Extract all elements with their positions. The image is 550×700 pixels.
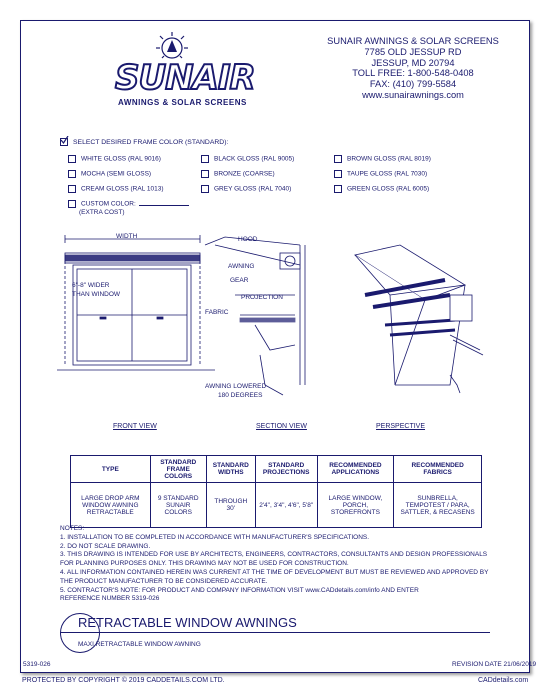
lowered-label: AWNING LOWERED — [205, 383, 267, 390]
color-option[interactable] — [68, 185, 163, 193]
checkbox[interactable] — [68, 155, 76, 163]
color-option-label: GREEN GLOSS (RAL 6005) — [347, 185, 430, 193]
table-cell: 9 STANDARD SUNAIR COLORS — [150, 483, 206, 528]
color-option[interactable] — [334, 155, 431, 163]
table-header: STANDARD WIDTHS — [206, 456, 255, 483]
wider-label: 6"-8" WIDER — [72, 282, 110, 289]
color-select-label: SELECT DESIRED FRAME COLOR (STANDARD): — [73, 138, 229, 146]
checkbox[interactable] — [201, 155, 209, 163]
company-name: SUNAIR AWNINGS & SOLAR SCREENS — [327, 36, 499, 46]
note-line: 1. INSTALLATION TO BE COMPLETED IN ACCORDANCE WITH MANUFACTURER'S SPECIFICATIONS. — [60, 533, 370, 541]
hood-label: HOOD — [238, 236, 258, 243]
table-header: TYPE — [71, 456, 151, 483]
color-option-label: BROWN GLOSS (RAL 8019) — [347, 155, 431, 163]
table-header: RECOMMENDED APPLICATIONS — [317, 456, 394, 483]
note-line: 4. ALL INFORMATION CONTAINED HEREIN WAS CURRENT AT THE TIME OF DEVELOPMENT BUT MUST BE REVIEWED AND APPROVED BY — [60, 568, 489, 576]
logo-wordmark: SUNAIR — [115, 58, 255, 98]
checked-checkbox-icon[interactable] — [60, 138, 68, 146]
width-label: WIDTH — [116, 233, 138, 240]
reference-number: 5319-026 — [23, 661, 51, 668]
perspective-label: PERSPECTIVE — [376, 423, 426, 430]
table-header: RECOMMENDED FABRICS — [394, 456, 482, 483]
degrees-label: 180 DEGREES — [218, 392, 263, 399]
revision-date: REVISION DATE 21/06/2019 — [452, 661, 537, 668]
color-option-label: WHITE GLOSS (RAL 9016) — [81, 155, 161, 163]
note-line: 5. CONTRACTOR'S NOTE: FOR PRODUCT AND COMPANY INFORMATION VISIT www.CADdetails.com/info AND ENTER — [60, 586, 419, 594]
checkbox[interactable] — [201, 185, 209, 193]
table-header-row — [71, 456, 482, 483]
checkbox[interactable] — [334, 155, 342, 163]
color-option[interactable] — [201, 170, 275, 178]
checkbox[interactable] — [334, 170, 342, 178]
drawing-title: RETRACTABLE WINDOW AWNINGS — [78, 615, 297, 630]
gear-label: GEAR — [230, 277, 249, 284]
table-cell: 2'4", 3'4", 4'6", 5'8" — [255, 483, 317, 528]
color-option-label: TAUPE GLOSS (RAL 7030) — [347, 170, 428, 178]
logo-tagline: AWNINGS & SOLAR SCREENS — [118, 98, 247, 107]
fabric-label: FABRIC — [205, 309, 229, 316]
company-city: JESSUP, MD 20794 — [371, 57, 455, 68]
checkbox[interactable] — [68, 185, 76, 193]
color-option[interactable] — [201, 185, 291, 193]
color-option[interactable] — [201, 155, 294, 163]
than-window-label: THAN WINDOW — [72, 291, 121, 298]
color-option[interactable] — [68, 170, 151, 178]
color-option-label: BLACK GLOSS (RAL 9005) — [214, 155, 295, 163]
awning-label: AWNING — [228, 263, 255, 270]
title-rule — [60, 632, 490, 633]
table-header: STANDARD PROJECTIONS — [255, 456, 317, 483]
color-option[interactable] — [68, 155, 161, 163]
table-cell: THROUGH 30' — [206, 483, 255, 528]
note-line: THE PRODUCT MANUFACTURER TO BE CONSIDERED ACCURATE. — [60, 577, 268, 585]
table-cell: LARGE DROP ARM WINDOW AWNING RETRACTABLE — [71, 483, 151, 528]
table-cell: LARGE WINDOW, PORCH, STOREFRONTS — [317, 483, 394, 528]
checkbox[interactable] — [334, 185, 342, 193]
checkbox[interactable] — [68, 170, 76, 178]
awning-drawings — [55, 225, 515, 425]
custom-color-label: CUSTOM COLOR: — [81, 200, 136, 208]
front-view-label: FRONT VIEW — [113, 423, 157, 430]
table-cell: SUNBRELLA, TEMPOTEST / PARA, SATTLER, & RECASENS — [394, 483, 482, 528]
company-tollfree: TOLL FREE: 1-800-548-0408 — [352, 68, 474, 79]
checkbox[interactable] — [68, 200, 76, 208]
extra-cost-label: (EXTRA COST) — [79, 209, 125, 216]
company-website[interactable]: www.sunairawnings.com — [362, 89, 464, 100]
company-street: 7785 OLD JESSUP RD — [364, 46, 462, 57]
company-fax: FAX: (410) 799-5584 — [369, 79, 457, 90]
color-option[interactable] — [334, 170, 427, 178]
color-select-title — [60, 138, 228, 146]
color-option-label: GREY GLOSS (RAL 7040) — [214, 185, 292, 193]
note-line: 2. DO NOT SCALE DRAWING. — [60, 542, 151, 550]
section-view-label: SECTION VIEW — [256, 423, 307, 430]
table-row — [71, 483, 482, 528]
color-option[interactable] — [334, 185, 429, 193]
spec-table — [70, 455, 482, 528]
custom-color-option[interactable] — [68, 200, 189, 208]
sunair-logo — [100, 30, 280, 110]
custom-color-field[interactable] — [139, 205, 189, 206]
note-line: REFERENCE NUMBER 5319-026 — [60, 595, 160, 603]
note-line: FOR PLANNING PURPOSES ONLY. THIS DRAWING MAY NOT BE USED FOR CONSTRUCTION. — [60, 560, 349, 568]
table-header: STANDARD FRAME COLORS — [150, 456, 206, 483]
color-option-label: MOCHA (SEMI GLOSS) — [81, 170, 152, 178]
copyright-notice: PROTECTED BY COPYRIGHT © 2019 CADDETAILS.COM LTD. — [22, 677, 225, 684]
company-info — [313, 36, 513, 101]
drawing-subtitle: MAXI RETRACTABLE WINDOW AWNING — [78, 641, 201, 648]
color-option-label: CREAM GLOSS (RAL 1013) — [81, 185, 164, 193]
projection-label: PROJECTION — [241, 294, 283, 301]
color-option-label: BRONZE (COARSE) — [214, 170, 275, 178]
notes-heading: NOTES: — [60, 525, 85, 532]
caddetails-link[interactable]: CADdetails.com — [478, 677, 529, 684]
note-line: 3. THIS DRAWING IS INTENDED FOR USE BY ARCHITECTS, ENGINEERS, CONTRACTORS, CONSULTANTS AND DESIGN PROFESSIONALS — [60, 551, 488, 559]
notes-block — [60, 525, 500, 604]
checkbox[interactable] — [201, 170, 209, 178]
